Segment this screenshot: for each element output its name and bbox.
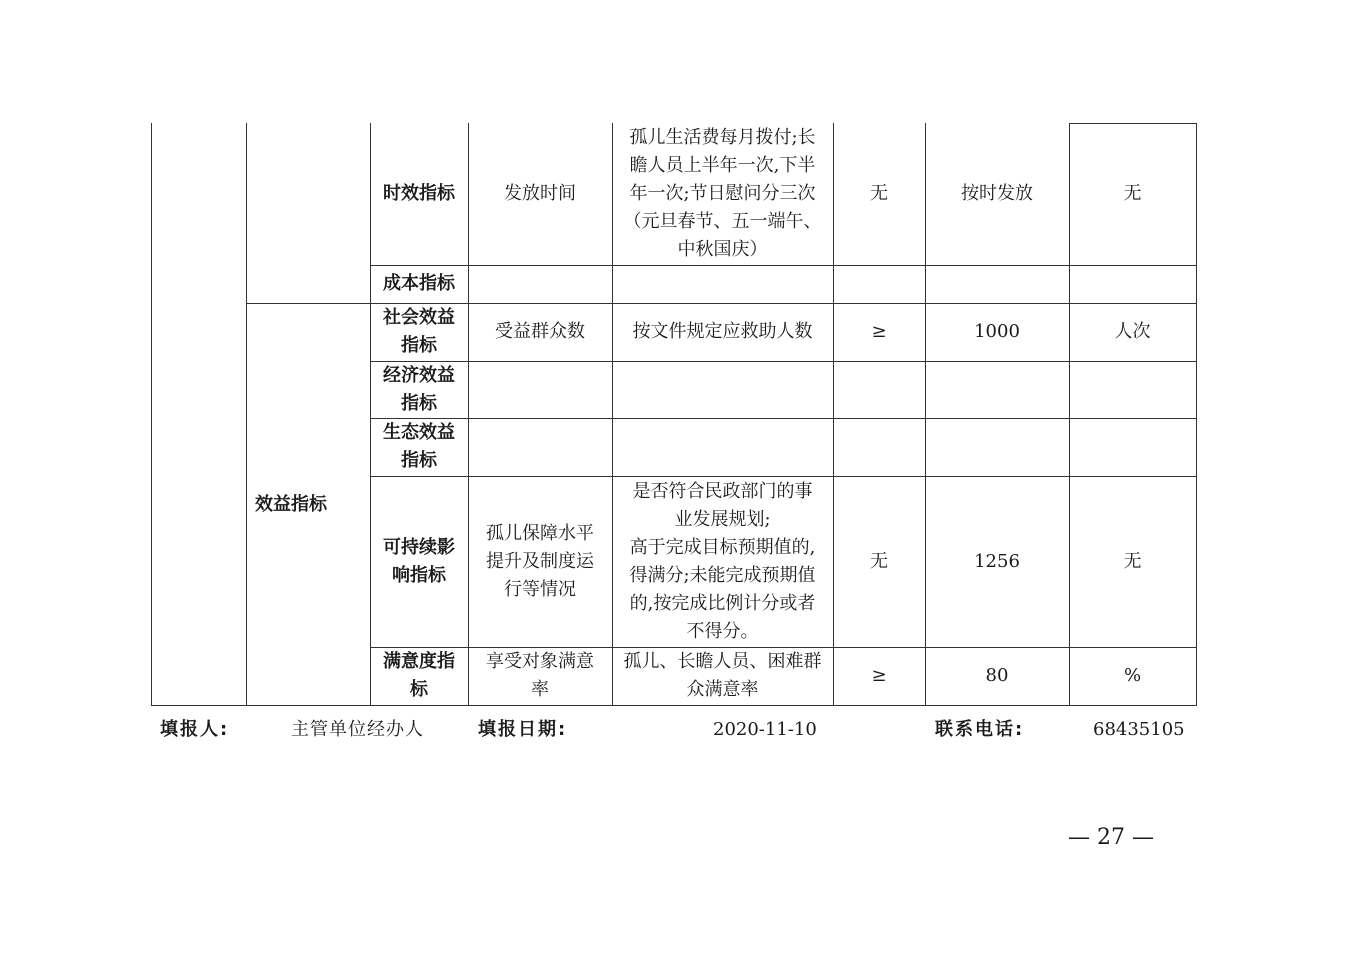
- operator-cost: [833, 265, 925, 303]
- standard-cost: [612, 265, 833, 303]
- item-economic: [468, 361, 612, 418]
- operator-social: ≥: [871, 321, 887, 342]
- table-border-left: [151, 123, 152, 706]
- benefit-group-label: 效益指标: [255, 493, 327, 515]
- indicator-satisfaction: 满意度指 标: [383, 651, 455, 700]
- value-ecological: [925, 418, 1069, 476]
- unit-satisfaction: %: [1123, 665, 1142, 686]
- operator-ecological: [833, 418, 925, 476]
- page-number: — 27 —: [1068, 825, 1154, 850]
- filler-label: 填报人:: [160, 719, 230, 740]
- value-satisfaction: 80: [985, 665, 1009, 686]
- indicator-cost: 成本指标: [383, 273, 455, 294]
- item-timeliness: 发放时间: [504, 183, 576, 204]
- standard-economic: [612, 361, 833, 418]
- operator-sustainable: 无: [870, 550, 888, 572]
- indicator-timeliness: 时效指标: [383, 183, 455, 204]
- standard-sustainable: 是否符合民政部门的事 业发展规划; 高于完成目标预期值的, 得满分;未能完成预期值 的,按完成比例计分或者 不得分。: [629, 480, 816, 642]
- item-ecological: [468, 418, 612, 476]
- operator-timeliness: 无: [870, 183, 888, 204]
- indicator-table: [151, 123, 1197, 706]
- indicator-social: 社会效益 指标: [383, 307, 455, 356]
- value-social: 1000: [974, 321, 1020, 342]
- date-label: 填报日期:: [478, 719, 568, 740]
- unit-economic: [1069, 361, 1196, 418]
- standard-satisfaction: 孤儿、长瞻人员、困难群 众满意率: [623, 651, 822, 700]
- standard-timeliness: 孤儿生活费每月拨付;长 瞻人员上半年一次,下半 年一次;节日慰问分三次 （元旦春节、五一端午、 中秋国庆）: [623, 127, 822, 260]
- item-social: 受益群众数: [495, 321, 585, 342]
- operator-economic: [833, 361, 925, 418]
- value-economic: [925, 361, 1069, 418]
- value-timeliness: 按时发放: [961, 183, 1033, 204]
- item-satisfaction: 享受对象满意 率: [486, 651, 594, 700]
- indicator-ecological: 生态效益 指标: [383, 422, 455, 471]
- filler-value: 主管单位经办人: [291, 719, 424, 740]
- indicator-economic: 经济效益 指标: [383, 364, 455, 414]
- phone-value: 68435105: [1093, 719, 1185, 740]
- unit-ecological: [1069, 418, 1196, 476]
- item-sustainable: 孤儿保障水平 提升及制度运 行等情况: [486, 522, 594, 600]
- standard-ecological: [612, 418, 833, 476]
- indicator-sustainable: 可持续影 响指标: [383, 536, 455, 586]
- unit-sustainable: 无: [1123, 550, 1142, 572]
- item-cost: [468, 265, 612, 303]
- unit-cost: [1069, 265, 1196, 303]
- phone-label: 联系电话:: [935, 719, 1025, 740]
- date-value: 2020-11-10: [713, 719, 817, 740]
- value-sustainable: 1256: [974, 550, 1020, 572]
- unit-social: 人次: [1114, 321, 1151, 342]
- operator-satisfaction: ≥: [871, 665, 887, 686]
- standard-social: 按文件规定应救助人数: [632, 321, 813, 342]
- unit-timeliness: 无: [1123, 183, 1142, 204]
- table-border-right: [1196, 123, 1197, 706]
- value-cost: [925, 265, 1069, 303]
